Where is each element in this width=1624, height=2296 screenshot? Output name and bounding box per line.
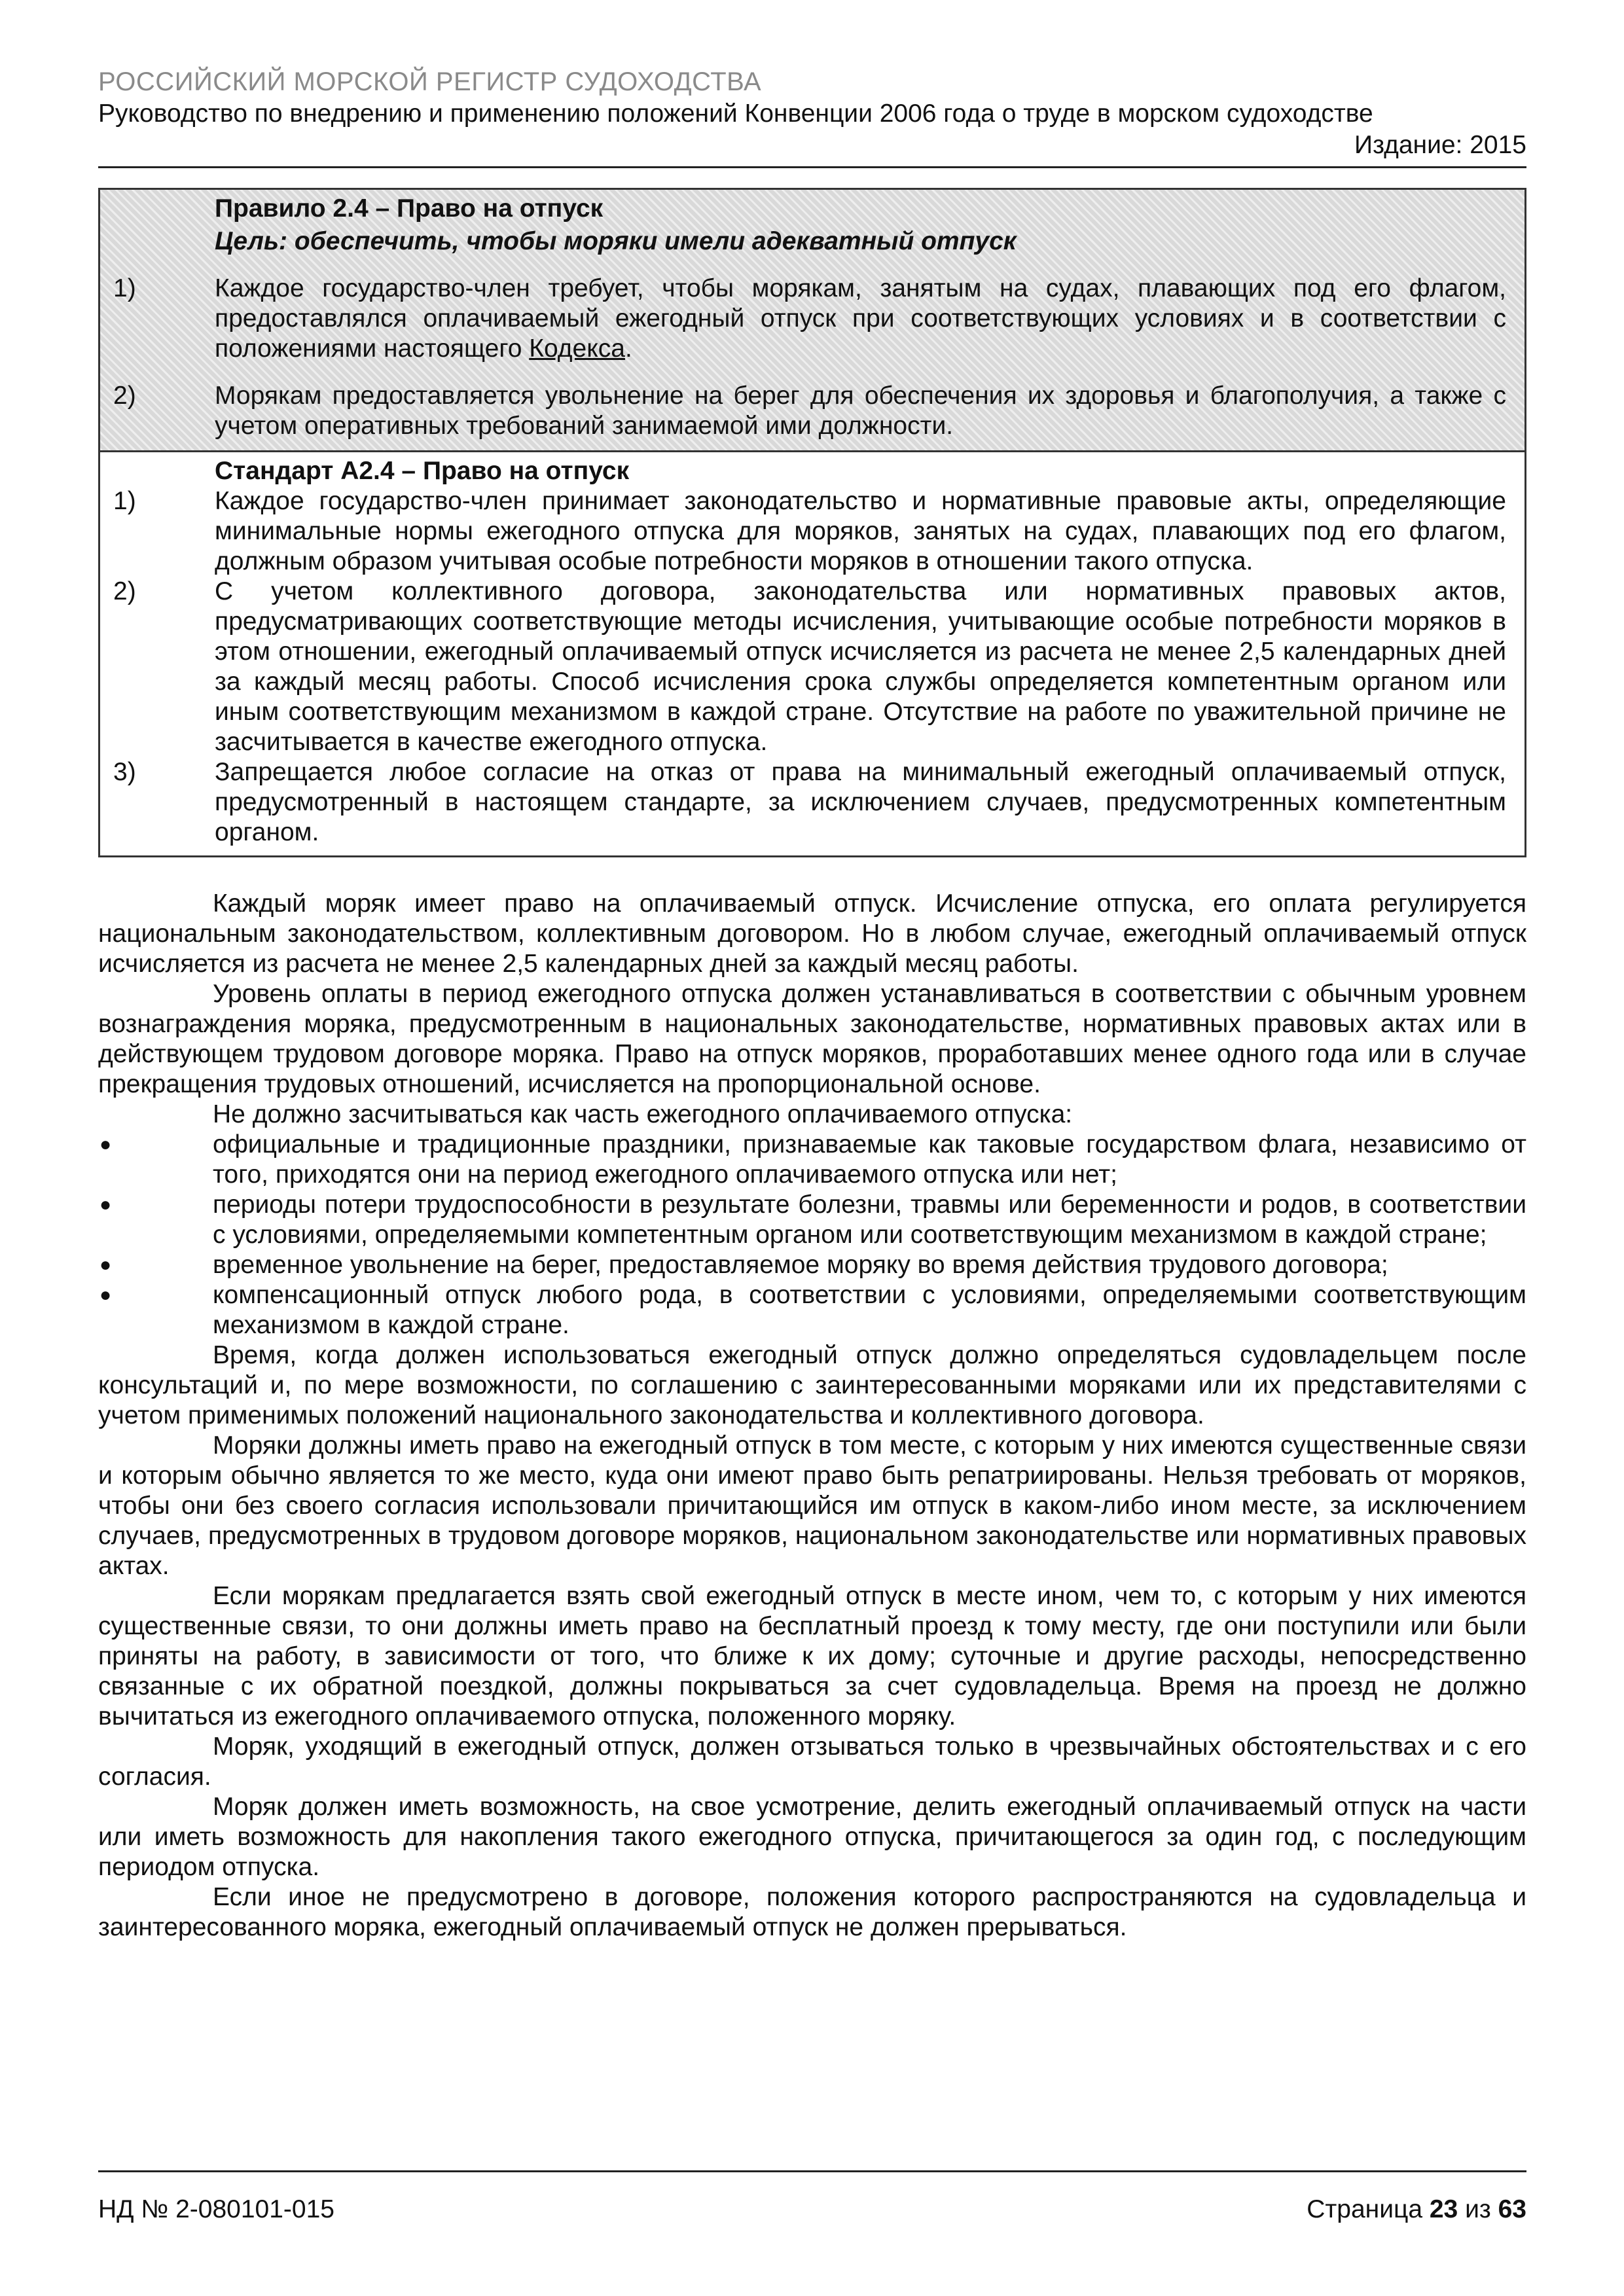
item-text <box>215 274 1525 364</box>
item-text-part: Каждое государство-член требует, чтобы морякам, занятым на судах, плавающих под его флагом, предоставлялся оплачиваемый ежегодный отпуск при соответствующих условиях и в соответствии с положениями настоящего <box>215 274 1506 363</box>
paragraph: Время, когда должен использоваться ежегодный отпуск должно определяться судовладельцем после консультаций и, по мере возможности, по соглашению с заинтересованными моряками или их представителями с учетом применимых положений национального законодательства и коллективного договора. <box>98 1341 1526 1429</box>
page-current: 23 <box>1429 2195 1458 2223</box>
header-divider <box>98 166 1526 168</box>
rule-item <box>100 274 1525 364</box>
footer-row <box>98 2195 1526 2225</box>
item-number: 1) <box>113 487 136 515</box>
paragraph: Уровень оплаты в период ежегодного отпуска должен устанавливаться в соответствии с обычным уровнем вознаграждения моряка, предусмотренным в национальных законодательстве, нормативных правовых актах или в действующем трудовом договоре моряка. Право на отпуск моряков, проработавших менее одного года или в случае прекращения трудовых отношений, исчисляется на пропорциональной основе. <box>98 980 1526 1098</box>
standard-item <box>100 757 1525 848</box>
item-number: 2) <box>113 577 136 605</box>
regulation-box <box>98 188 1526 857</box>
code-link[interactable]: Кодекса <box>529 334 625 363</box>
bullet-text: временное увольнение на берег, предоставляемое моряку во время действия трудового договора; <box>213 1251 1388 1279</box>
page-indicator <box>1307 2195 1526 2225</box>
paragraph: Если иное не предусмотрено в договоре, положения которого распространяются на судовладельца и заинтересованного моряка, ежегодный оплачиваемый отпуск не должен прерываться. <box>98 1883 1526 1941</box>
paragraph: Моряки должны иметь право на ежегодный отпуск в том месте, с которым у них имеются существенные связи и которым обычно является то же место, куда они имеют право быть репатриированы. Нельзя требовать от моряков, чтобы они без своего согласия использовали причитающийся им отпуск в каком-либо ином месте, за исключением случаев, предусмотренных в трудовом договоре моряков, национальном законодательстве или нормативных правовых актах. <box>98 1431 1526 1580</box>
bullet-item <box>98 1130 1526 1190</box>
rule-section <box>100 190 1525 452</box>
paragraph: Если морякам предлагается взять свой ежегодный отпуск в месте ином, чем то, с которым у них имеются существенные связи, то они должны иметь право на бесплатный проезд к тому месту, где они поступили или были приняты на работу, в зависимости от того, что ближе к их дому; суточные и другие расходы, непосредственно связанные с их обратной поездкой, должны покрываться за счет судовладельца. Время на проезд не должно вычитаться из ежегодного оплачиваемого отпуска, положенного моряку. <box>98 1582 1526 1731</box>
bullet-item <box>98 1280 1526 1340</box>
item-text: Морякам предоставляется увольнение на берег для обеспечения их здоровья и благополучия, а также с учетом оперативных требований занимаемой ими должности. <box>215 382 1506 440</box>
standard-title: Стандарт А2.4 – Право на отпуск <box>215 457 630 485</box>
page-header <box>98 65 1526 168</box>
bullet-item <box>98 1190 1526 1250</box>
rule-title: Правило 2.4 – Право на отпуск <box>215 194 604 223</box>
paragraph: Моряк, уходящий в ежегодный отпуск, должен отзываться только в чрезвычайных обстоятельствах и с его согласия. <box>98 1732 1526 1791</box>
item-text: Каждое государство-член принимает законодательство и нормативные правовые акты, определяющие минимальные нормы ежегодного отпуска для моряков, занятых на судах, плавающих под его флагом, должным образом учитывая особые потребности моряков в отношении такого отпуска. <box>215 487 1506 575</box>
bullet-text: периоды потери трудоспособности в результате болезни, травмы или беременности и родов, в соответствии с условиями, определяемыми компетентным органом или соответствующим механизмом в каждой стране; <box>213 1191 1526 1249</box>
standard-item <box>100 577 1525 757</box>
page-label: Страница <box>1307 2195 1423 2223</box>
item-text-end: . <box>624 334 632 363</box>
bullet-item <box>98 1250 1526 1280</box>
bullet-icon: ● <box>99 1254 112 1276</box>
paragraph: Моряк должен иметь возможность, на свое усмотрение, делить ежегодный оплачиваемый отпуск на части или иметь возможность для накопления такого ежегодного отпуска, причитающегося за один год, с последующим периодом отпуска. <box>98 1793 1526 1881</box>
bullet-text: официальные и традиционные праздники, признаваемые как таковые государством флага, независимо от того, приходятся они на период ежегодного оплачиваемого отпуска или нет; <box>213 1130 1526 1189</box>
page-of: из <box>1465 2195 1491 2223</box>
edition-label: Издание: 2015 <box>1354 131 1526 159</box>
bullet-icon: ● <box>99 1134 112 1155</box>
standard-section <box>100 452 1525 855</box>
bullet-icon: ● <box>99 1194 112 1215</box>
item-text: Запрещается любое согласие на отказ от права на минимальный ежегодный оплачиваемый отпуск, предусмотренный в настоящем стандарте, за исключением случаев, предусмотренных компетентным органом. <box>215 758 1506 846</box>
item-number: 1) <box>113 274 136 302</box>
standard-item <box>100 486 1525 577</box>
page-footer <box>98 2170 1526 2225</box>
item-number: 3) <box>113 758 136 786</box>
paragraph: Не должно засчитываться как часть ежегодного оплачиваемого отпуска: <box>213 1100 1073 1128</box>
document-subtitle: Руководство по внедрению и применению положений Конвенции 2006 года о труде в морском судоходстве <box>98 99 1373 128</box>
footer-divider <box>98 2170 1526 2172</box>
paragraph: Каждый моряк имеет право на оплачиваемый отпуск. Исчисление отпуска, его оплата регулируется национальным законодательством, коллективным договором. Но в любом случае, ежегодный оплачиваемый отпуск исчисляется из расчета не менее 2,5 календарных дней за каждый месяц работы. <box>98 889 1526 978</box>
document-page <box>98 65 1526 1943</box>
item-number: 2) <box>113 382 136 410</box>
page-total: 63 <box>1498 2195 1526 2223</box>
bullet-text: компенсационный отпуск любого рода, в соответствии с условиями, определяемыми соответствующим механизмом в каждой стране. <box>213 1281 1526 1339</box>
rule-item <box>100 381 1525 441</box>
organization-name: РОССИЙСКИЙ МОРСКОЙ РЕГИСТР СУДОХОДСТВА <box>98 67 762 96</box>
rule-goal: Цель: обеспечить, чтобы моряки имели адекватный отпуск <box>215 227 1017 255</box>
item-text: С учетом коллективного договора, законодательства или нормативных правовых актов, предусматривающих соответствующие методы исчисления, учитывающие особые потребности моряков в этом отношении, ежегодный оплачиваемый отпуск исчисляется из расчета не менее 2,5 календарных дней за каждый месяц работы. Способ исчисления срока службы определяется компетентным органом или иным соответствующим механизмом в каждой стране. Отсутствие на работе по уважительной причине не засчитывается в качестве ежегодного отпуска. <box>215 577 1506 756</box>
document-number: НД № 2-080101-015 <box>98 2195 334 2223</box>
body-text <box>98 889 1526 1943</box>
bullet-icon: ● <box>99 1284 112 1306</box>
